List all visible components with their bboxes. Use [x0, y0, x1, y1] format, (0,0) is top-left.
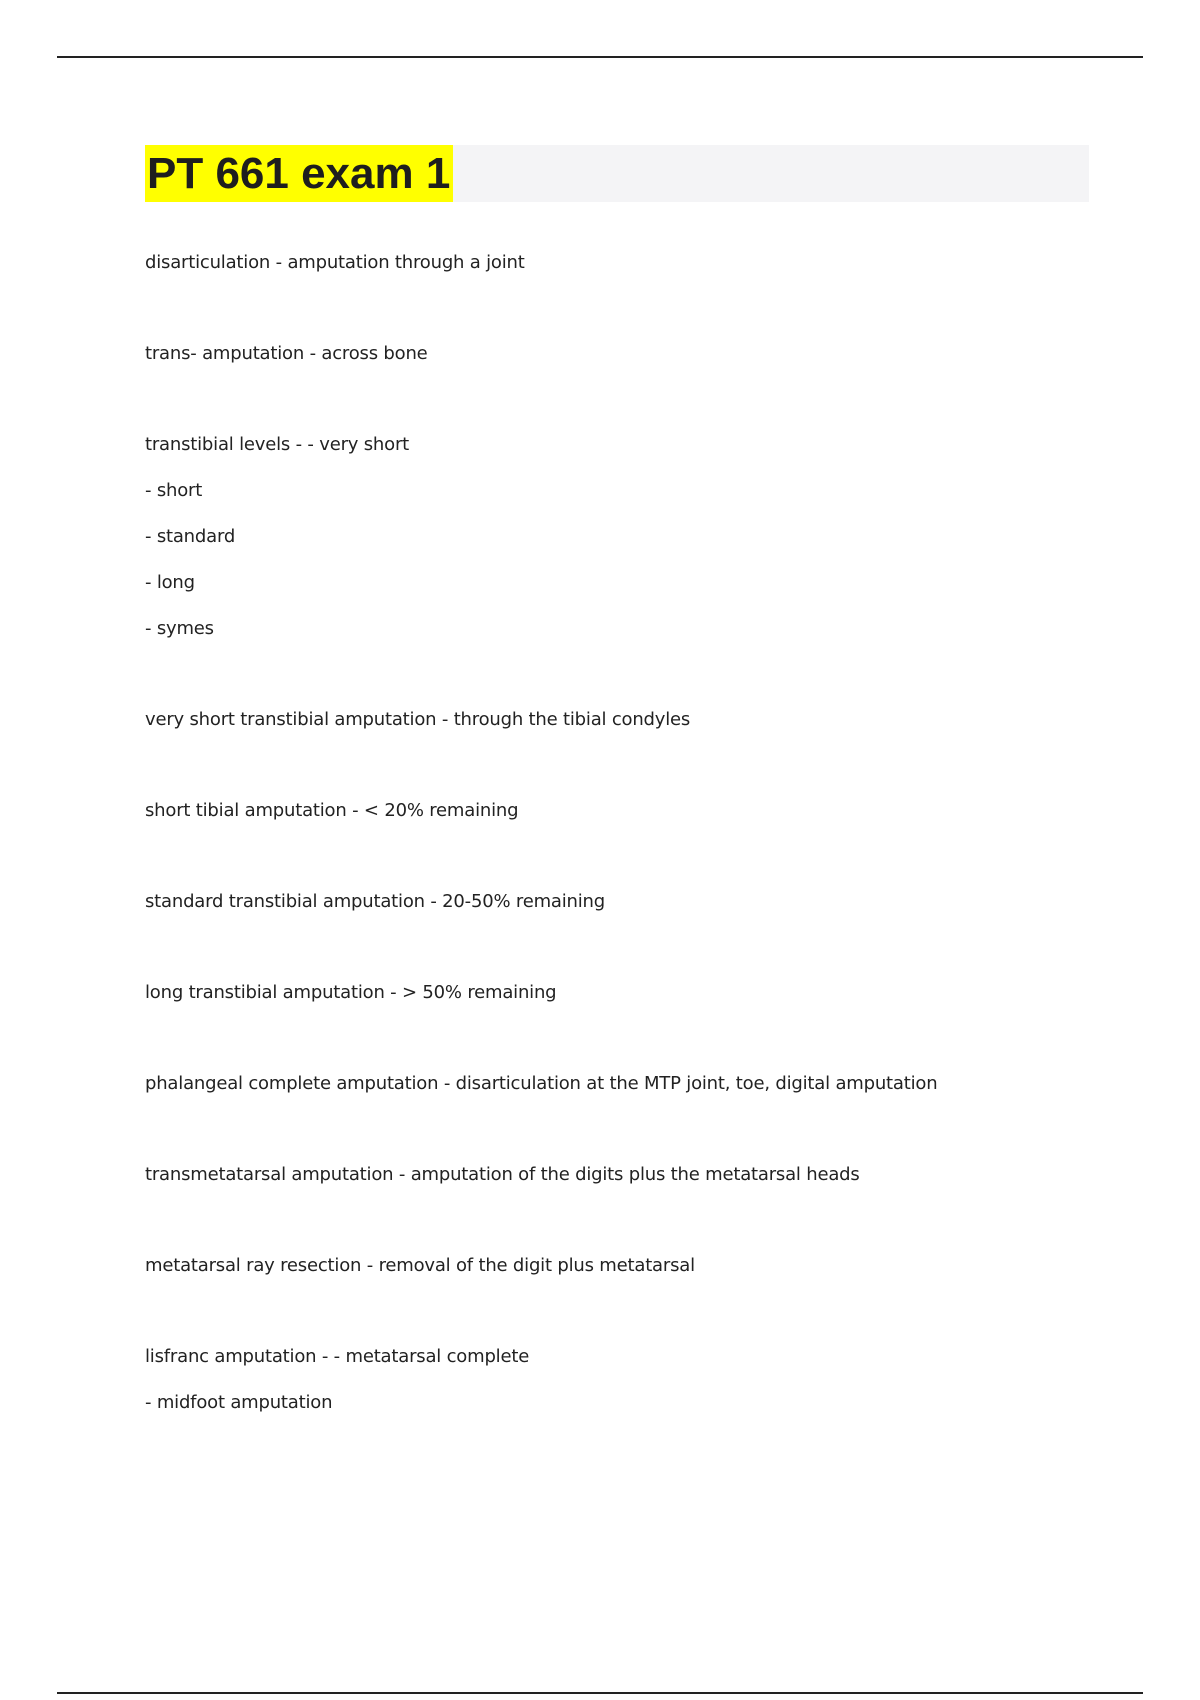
term-entry [145, 1334, 1105, 1426]
term-line: - short [145, 480, 203, 501]
term-line: - standard [145, 526, 236, 547]
term-line: standard transtibial amputation - 20-50% remaining [145, 891, 605, 912]
header-rule [57, 56, 1143, 58]
term-line: transtibial levels - - very short [145, 434, 410, 455]
term-line: long transtibial amputation - > 50% remaining [145, 982, 557, 1003]
term-entry [145, 240, 1105, 286]
term-entry [145, 970, 1105, 1016]
term-line: metatarsal ray resection - removal of the digit plus metatarsal [145, 1255, 695, 1276]
term-entry [145, 422, 1105, 652]
term-line: - long [145, 572, 195, 593]
term-entry [145, 1152, 1105, 1198]
title-band [145, 145, 1089, 202]
page-title: PT 661 exam 1 [145, 145, 453, 202]
footer-rule [57, 1692, 1143, 1694]
flashcard-list [145, 240, 1105, 1426]
term-line: short tibial amputation - < 20% remaining [145, 800, 519, 821]
term-line: trans- amputation - across bone [145, 343, 428, 364]
term-line: lisfranc amputation - - metatarsal complete [145, 1346, 530, 1367]
term-line: disarticulation - amputation through a joint [145, 252, 525, 273]
term-line: very short transtibial amputation - through the tibial condyles [145, 709, 691, 730]
term-line: - midfoot amputation [145, 1392, 333, 1413]
term-entry [145, 879, 1105, 925]
term-entry [145, 697, 1105, 743]
term-entry [145, 788, 1105, 834]
term-line: transmetatarsal amputation - amputation of the digits plus the metatarsal heads [145, 1164, 860, 1185]
term-entry [145, 331, 1105, 377]
term-line: phalangeal complete amputation - disarticulation at the MTP joint, toe, digital amputation [145, 1073, 938, 1094]
term-entry [145, 1243, 1105, 1289]
term-line: - symes [145, 618, 214, 639]
term-entry [145, 1061, 1105, 1107]
